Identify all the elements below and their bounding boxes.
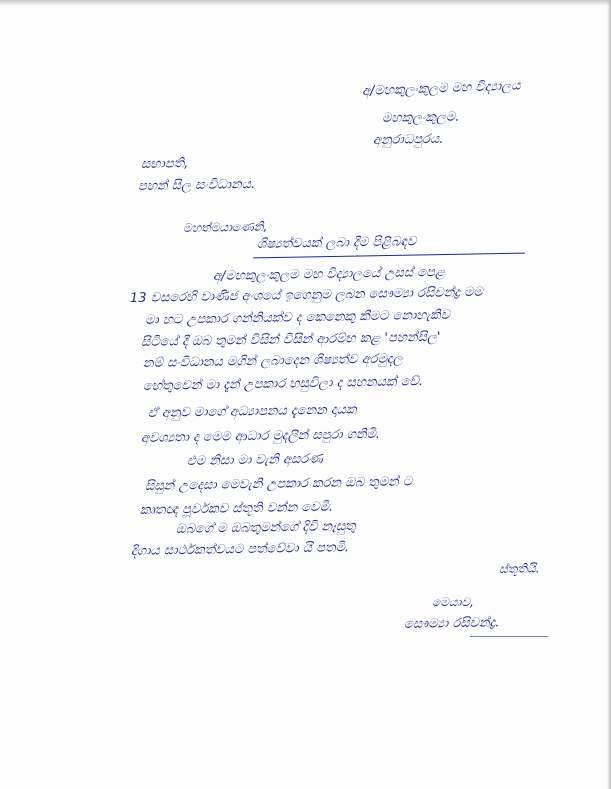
salutation: මහත්මයාණෙනි, xyxy=(182,219,268,235)
signature-line: මෙයාව, xyxy=(432,595,474,609)
sender-address-line: මහකුලංකුලම. xyxy=(381,109,460,126)
sender-address-line: අනුරාධපුරය. xyxy=(372,131,444,148)
body-line: ඔබගේ ම ඔබතුමන්ගේ දිවි නෑසුතු xyxy=(175,518,356,537)
recipient-line: පහන් සිල සංවිධානය. xyxy=(137,176,256,194)
body-line: මා හට උපකාර ගන්නියක්ව ද කෙනෙකු කීමට නොහැකිව xyxy=(144,307,451,328)
sender-address-line: අ/මහකුලංකුලම මහ විද්‍යාලය xyxy=(361,78,521,99)
body-line: ඒ අනුව මාගේ අධ්‍යාපනය දැනෙන දායක xyxy=(147,402,357,421)
signature-name: සෞම්‍යා රසිචන්ද්‍ර. xyxy=(403,615,500,632)
body-line: 13 වසරෙහි වාණිජ අංශයේ ඉගෙනුම ලබන සෞම්‍යා රසිචන්ද්‍ර මම xyxy=(129,284,483,306)
subject-line: ශිෂ්‍යත්වයක් ලබා දීම පිළිබඳව xyxy=(256,234,417,252)
body-line: අවශ්‍යතා ද මෙම ආධාර මුදලින් සපුරා ගනිමි. xyxy=(140,426,381,446)
recipient-line: සභාපති, xyxy=(140,156,189,172)
body-line: නම් සංවිධානය මගින් ලබාදෙන ශිෂ්‍යත්ව අරමුදල xyxy=(142,351,403,371)
scan-right-shadow xyxy=(607,0,611,789)
signature-underline xyxy=(470,636,548,637)
body-line: දිගාය සාර්ථකත්වයට පත්වේවා යි පතමි. xyxy=(130,540,350,559)
body-line: කෘතඥ පූර්වකව ස්තූති වන්න වෙමි. xyxy=(139,499,334,518)
closing-thanks: ස්තූතියි. xyxy=(498,561,540,576)
body-line: සිටියේ දී ඔබ තුමන් විසින් විසින් ආරම්භ කළ 'පහන්සිල' xyxy=(140,329,441,350)
scan-top-shadow xyxy=(0,0,611,6)
body-line: හේතුවෙන් මා දැන් උපකාර හසුවිලා ද සහනයක් වේ. xyxy=(142,374,424,394)
body-line: සිසුන් උදෙසා මෙවැනි උපකාර කරන ඔබ තුමන් ට xyxy=(144,474,413,494)
subject-underline xyxy=(253,253,525,259)
body-line: අ/මහකුලංකුලම මහ විද්‍යාලයේ උසස් පෙළ xyxy=(212,264,445,284)
body-line: එම නිසා මා වැනි අසරණ xyxy=(186,451,323,469)
